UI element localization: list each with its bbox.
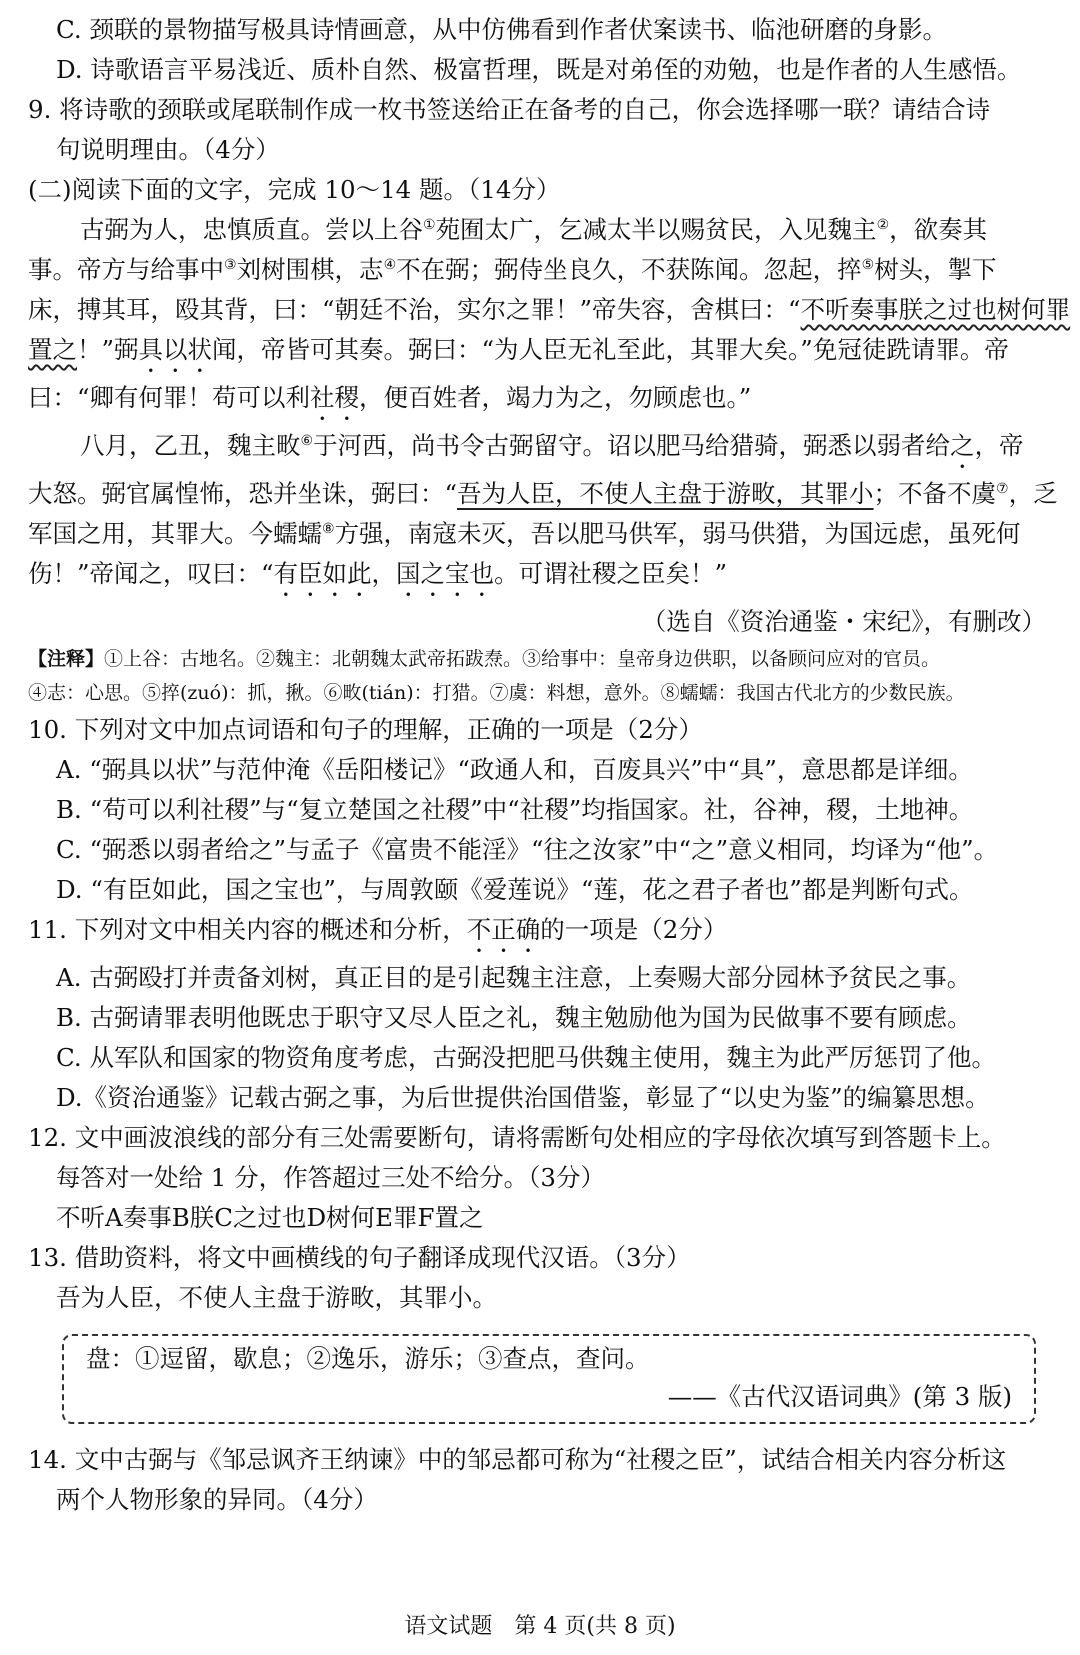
passage-line xyxy=(28,474,1058,514)
passage-line xyxy=(28,210,1052,250)
note-ref: ③ xyxy=(224,256,237,273)
passage-text: 八月，乙丑，魏主畋 xyxy=(80,431,301,460)
q9-stem-line1: 9. 将诗歌的颈联或尾联制作成一枚书签送给正在备考的自己，你会选择哪一联？请结合诗 xyxy=(28,95,991,124)
dictionary-reference-box xyxy=(62,1334,1036,1424)
note-ref: ⑥ xyxy=(300,432,314,449)
q13-stem: 13. 借助资料，将文中画横线的句子翻译成现代汉语。（3分） xyxy=(28,1243,691,1272)
passage-line xyxy=(28,290,1071,330)
q10-option-c: C. “弼悉以弱者给之”与孟子《富贵不能淫》“往之汝家”中“之”意义相同，均译为“他”。 xyxy=(56,835,999,864)
q12-sentence: 不听A奏事B朕C之过也D树何E罪F置之 xyxy=(56,1203,484,1232)
notes-line2: ④志：心思。⑤捽(zuó)：抓，揪。⑥畋(tián)：打猎。⑦虞：料想，意外。⑧蠕蠕：我国古代北方的少数民族。 xyxy=(28,682,965,704)
notes-label: 【注释】 xyxy=(28,648,105,670)
q11-stem-text: 的一项是（2分） xyxy=(540,915,728,944)
q11-stem xyxy=(28,910,1052,958)
passage-text: 方强，南寇未灭，吾以肥马供军，弱马供猎，为国远虑，虽死何 xyxy=(334,519,1021,548)
dotted-text: 社稷 xyxy=(310,383,360,412)
passage-line xyxy=(28,378,1052,426)
passage-text: 。可谓社稷之臣矣！” xyxy=(494,559,728,588)
q13-sentence: 吾为人臣，不使人主盘于游畋，其罪小。 xyxy=(56,1283,497,1312)
passage-text: 伤！”帝闻之，叹曰：“ xyxy=(28,559,274,588)
note-ref: ① xyxy=(423,216,436,233)
passage-text: ！”弼 xyxy=(77,335,139,364)
passage-line xyxy=(28,514,1052,554)
passage-text: 苑囿太广，乞减太半以赐贫民，入见魏主 xyxy=(435,215,877,244)
q11-option-d: D.《资治通鉴》记载古弼之事，为后世提供治国借鉴，彰显了“以史为鉴”的编纂思想。 xyxy=(56,1083,990,1112)
passage-source: （选自《资治通鉴・宋纪》，有删改） xyxy=(641,607,1046,636)
q8-option-c: C. 颈联的景物描写极具诗情画意，从中仿佛看到作者伏案读书、临池研磨的身影。 xyxy=(56,15,947,44)
q10-option-d: D. “有臣如此，国之宝也”，与周敦颐《爱莲说》“莲，花之君子者也”都是判断句式。 xyxy=(56,875,974,904)
passage-text: ，帝 xyxy=(974,431,1024,460)
passage-text: 树头，掣下 xyxy=(874,255,997,284)
q14-stem-line1: 14. 文中古弼与《邹忌讽齐王纳谏》中的邹忌都可称为“社稷之臣”，试结合相关内容分析这 xyxy=(28,1445,1007,1474)
note-ref: ② xyxy=(876,216,890,233)
passage-text: ，便百姓者，竭力为之，勿顾虑也。” xyxy=(359,383,752,412)
q11-option-c: C. 从军队和国家的物资角度考虑，古弼没把肥马供魏主使用，魏主为此严厉惩罚了他。 xyxy=(56,1043,996,1072)
passage-line xyxy=(28,426,1052,474)
passage-text: 军国之用，其罪大。今蠕蠕 xyxy=(28,519,322,548)
page-footer: 语文试题 第 4 页(共 8 页) xyxy=(404,1614,676,1639)
dotted-text: 不正确 xyxy=(466,915,541,944)
q8-option-d: D. 诗歌语言平易浅近、质朴自然、极富哲理，既是对弟侄的劝勉，也是作者的人生感悟。 xyxy=(56,55,1022,84)
passage-line xyxy=(28,330,1052,378)
note-ref: ⑤ xyxy=(861,256,875,273)
q10-option-a: A. “弼具以状”与范仲淹《岳阳楼记》“政通人和，百废具兴”中“具”，意思都是详细。 xyxy=(56,755,973,784)
q11-stem-text: 11. 下列对文中相关内容的概述和分析， xyxy=(28,915,467,944)
passage-text: ，乏 xyxy=(1008,479,1058,508)
passage-text: 古弼为人，忠慎质直。尝以上谷 xyxy=(80,215,423,244)
note-ref: ⑦ xyxy=(996,480,1009,497)
passage-text: 于河西，尚书令古弼留守。诏以肥马给猎骑，弼悉以弱者给 xyxy=(313,431,951,460)
dotted-text: 之 xyxy=(950,431,975,460)
q12-stem-line1: 12. 文中画波浪线的部分有三处需要断句，请将需断句处相应的字母依次填写到答题卡上。 xyxy=(28,1123,1006,1152)
section2-title: (二)阅读下面的文字，完成 10～14 题。（14分） xyxy=(28,175,561,204)
wavy-underlined-text: 不听奏事朕之过也树何罪 xyxy=(800,295,1071,324)
dictionary-definition: 盘：①逗留，歇息；②逸乐，游乐；③查点，查问。 xyxy=(86,1344,650,1373)
q11-option-b: B. 古弼请罪表明他既忠于职守又尽人臣之礼，魏主勉励他为国为民做事不要有顾虑。 xyxy=(56,1003,972,1032)
note-ref: ⑧ xyxy=(322,520,335,537)
q11-option-a: A. 古弼殴打并责备刘树，真正目的是引起魏主注意，上奏赐大部分园林予贫民之事。 xyxy=(56,963,972,992)
passage-text: ；不备不虞 xyxy=(873,479,997,508)
passage-text: 刘树围棋，志 xyxy=(236,255,384,284)
dotted-text: 具以状 xyxy=(138,335,213,364)
notes-line1 xyxy=(28,642,1052,676)
passage-text: 不在弼；弼侍坐良久，不获陈闻。忽起，捽 xyxy=(396,255,862,284)
passage-text: 曰：“卿有何罪！苟可以利 xyxy=(28,383,311,412)
q14-stem-line2: 两个人物形象的异同。（4分） xyxy=(56,1485,378,1514)
underlined-text: 吾为人臣，不使人主盘于游畋，其罪小 xyxy=(457,479,874,508)
notes-text: ①上谷：古地名。②魏主：北朝魏太武帝拓跋焘。③给事中：皇帝身边供职，以备顾问应对的官员。 xyxy=(104,648,941,670)
passage xyxy=(28,210,1071,602)
passage-text: 事。帝方与给事中 xyxy=(28,255,224,284)
dictionary-source: ——《古代汉语词典》(第 3 版) xyxy=(667,1382,1012,1411)
passage-text: 闻，帝皆可其奏。弼曰：“为人臣无礼至此，其罪大矣。”免冠徒跣请罪。帝 xyxy=(212,335,1009,364)
q12-stem-line2: 每答对一处给 1 分，作答超过三处不给分。（3分） xyxy=(56,1163,605,1192)
q10-stem: 10. 下列对文中加点词语和句子的理解，正确的一项是（2分） xyxy=(28,715,703,744)
passage-line xyxy=(28,250,1052,290)
passage-text: 大怒。弼官属惶怖，恐并坐诛，弼曰：“ xyxy=(28,479,458,508)
passage-text: ，欲奏其 xyxy=(889,215,988,244)
passage-line xyxy=(28,554,1052,602)
wavy-underlined-text: 置之 xyxy=(28,335,77,364)
passage-text: 床，搏其耳，殴其背，曰：“朝廷不治，实尔之罪！”帝失容，舍棋曰：“ xyxy=(28,295,801,324)
note-ref: ④ xyxy=(383,256,397,273)
q9-stem-line2: 句说明理由。（4分） xyxy=(56,135,280,164)
q10-option-b: B. “苟可以利社稷”与“复立楚国之社稷”中“社稷”均指国家。社，谷神，稷，土地神。 xyxy=(56,795,974,824)
dotted-text: 有臣如此，国之宝也 xyxy=(273,559,495,588)
